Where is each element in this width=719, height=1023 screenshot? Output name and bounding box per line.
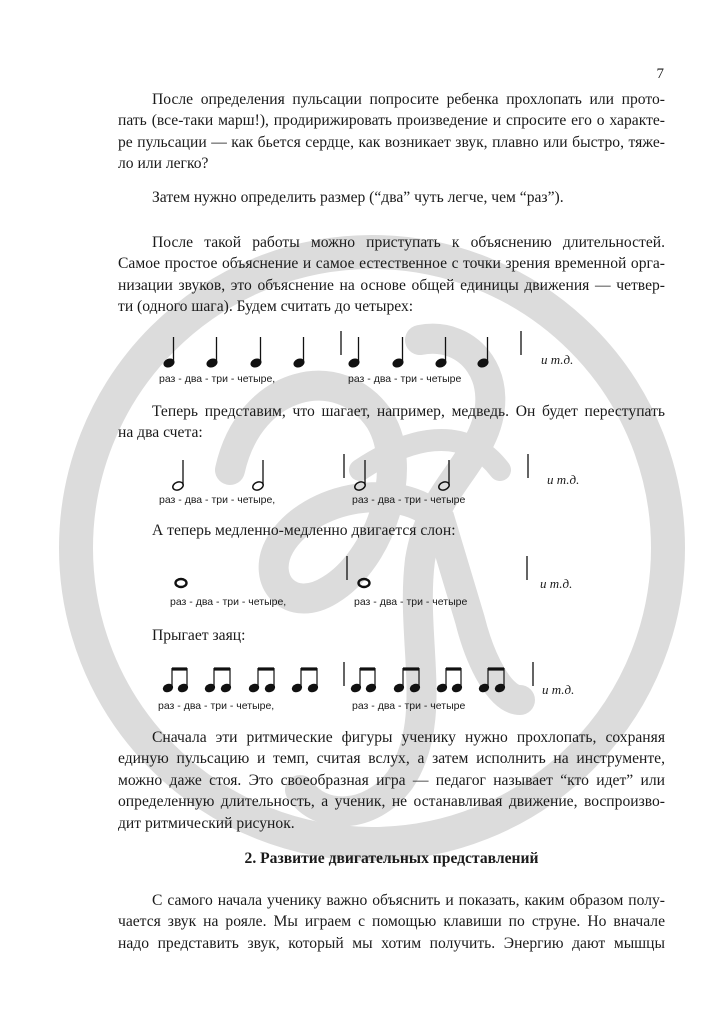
paragraph-pulse [118, 89, 665, 175]
text-line: определенную длительность, а ученик, не останавливая движение, воспроизво- [118, 793, 665, 811]
text-line: ре пульсации — как бьется сердце, как возникает звук, плавно или быстро, тяже- [118, 133, 665, 151]
paragraph-practice [118, 727, 665, 834]
page-number: 7 [656, 66, 664, 82]
text-line: ло или легко? [118, 155, 209, 173]
paragraph-hare [118, 625, 665, 646]
text-line: Самое простое объяснение и самое естественное с точки зрения временной орга- [118, 255, 665, 273]
text-line: низации звуков, это объяснение на основе общей единицы движения — четвер- [118, 276, 665, 294]
etc-label: и т.д. [547, 472, 580, 487]
count-syllables: раз - два - три - четыре [354, 596, 468, 608]
text-line: единую пульсацию и темп, считая вслух, а затем исполнить на инструменте, [118, 750, 665, 768]
count-syllables: раз - два - три - четыре [352, 700, 466, 712]
text-line: можно даже стоя. Это своеобразная игра — педагог называет “кто идет” или [118, 771, 665, 789]
text-line: ти (одного шага). Будем считать до четырех: [118, 298, 414, 316]
text-line: Затем нужно определить размер (“два” чуть легче, чем “раз”). [152, 189, 564, 206]
etc-label: и т.д. [540, 576, 573, 591]
text-line: Прыгает заяц: [152, 627, 246, 644]
text-line: пать (все-таки марш!), продирижировать произведение и спросите его о характе- [118, 112, 665, 130]
rhythm-example-halves [0, 448, 719, 510]
rhythm-example-quarters [0, 325, 719, 387]
text-line: Сначала эти ритмические фигуры ученику нужно прохлопать, сохраняя [152, 729, 665, 746]
count-syllables: раз - два - три - четыре [352, 494, 466, 506]
paragraph-sound [118, 890, 665, 954]
text-line: После такой работы можно приступать к объяснению длительностей. [152, 234, 665, 251]
paragraph-elephant [118, 520, 665, 541]
text-line: дит ритмический рисунок. [118, 814, 295, 832]
rhythm-example-eighths [0, 658, 719, 720]
count-syllables: раз - два - три - четыре, [159, 373, 276, 385]
paragraph-meter [118, 187, 665, 208]
etc-label: и т.д. [541, 352, 574, 367]
paragraph-durations [118, 232, 665, 318]
rhythm-example-whole [0, 548, 719, 610]
count-syllables: раз - два - три - четыре, [159, 494, 276, 506]
count-syllables: раз - два - три - четыре, [158, 700, 275, 712]
text-line: на два счета: [118, 424, 203, 442]
count-syllables: раз - два - три - четыре, [170, 596, 287, 608]
count-syllables: раз - два - три - четыре [348, 373, 462, 385]
paragraph-bear [118, 401, 665, 444]
text-line: После определения пульсации попросите ребенка прохлопать или прото- [152, 91, 665, 108]
etc-label: и т.д. [542, 682, 575, 697]
text-line: С самого начала ученику важно объяснить и показать, каким образом полу- [152, 892, 665, 909]
section-heading: 2. Развитие двигательных представлений [244, 850, 539, 867]
text-line: Теперь представим, что шагает, например, медведь. Он будет переступать [152, 403, 665, 420]
text-line: А теперь медленно-медленно двигается слон: [152, 522, 456, 539]
text-line: чается звук на рояле. Мы играем с помощью клавиши по струне. Но вначале [118, 913, 665, 931]
text-line: надо представить звук, который мы хотим получить. Энергию дают мышцы [118, 934, 665, 952]
